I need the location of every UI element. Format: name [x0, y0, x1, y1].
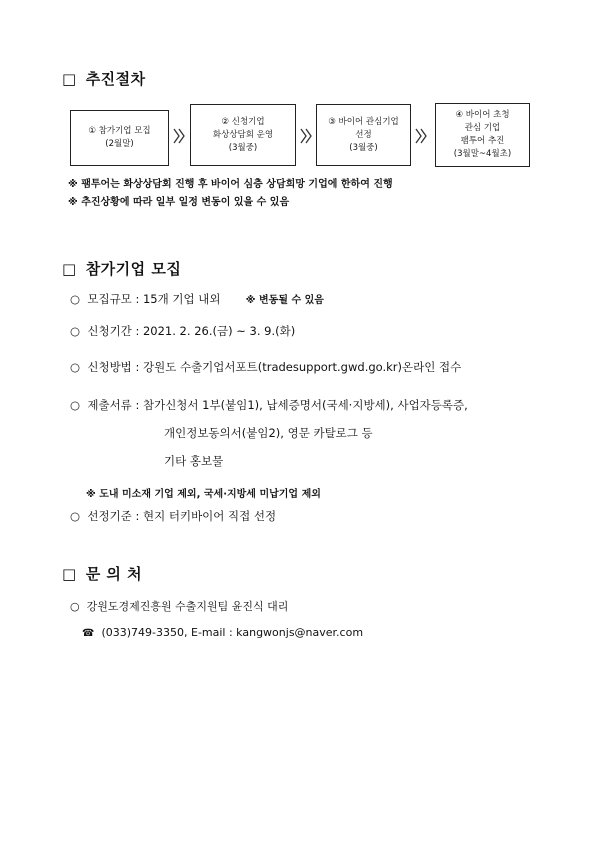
bullet: ○ — [70, 292, 81, 306]
step-line: 선정 — [355, 129, 372, 140]
section-marker: □ — [62, 70, 77, 88]
documents-line-3: 기타 홍보물 — [164, 454, 224, 468]
section-marker: □ — [62, 260, 77, 278]
step-line: ② 신청기업 — [221, 116, 265, 127]
contact-person-text: 강원도경제진흥원 수출지원팀 윤진식 대리 — [86, 600, 289, 613]
chevron-right-icon — [299, 126, 313, 146]
procedure-note-1: ※ 팸투어는 화상상담회 진행 후 바이어 심층 상담희망 기업에 한하여 진행 — [68, 179, 393, 190]
recruit-documents — [70, 397, 468, 413]
exclude-note: ※ 도내 미소재 기업 제외, 국세·지방세 미납기업 제외 — [86, 489, 321, 500]
section-recruit-title — [62, 258, 181, 279]
field-label: 신청방법 : — [87, 360, 143, 374]
step-line: (3월중) — [349, 142, 378, 153]
bullet: ○ — [70, 398, 81, 412]
field-value: 15개 기업 내외 — [142, 292, 221, 306]
field-label: 모집규모 : — [87, 292, 143, 306]
step-box-3 — [316, 104, 411, 166]
step-line: 화상상담회 운영 — [212, 129, 274, 140]
procedure-note-2: ※ 추진상황에 따라 일부 일정 변동이 있을 수 있음 — [68, 197, 290, 208]
documents-line-2: 개인정보동의서(붙임2), 영문 카탈로그 등 — [164, 426, 373, 440]
chevron-right-icon — [414, 126, 428, 146]
step-box-2 — [190, 104, 296, 166]
section-title-text: 문 의 처 — [85, 565, 143, 583]
step-line: (2월말) — [105, 139, 134, 149]
contact-person — [70, 598, 288, 614]
bullet: ○ — [70, 509, 81, 523]
recruit-criteria — [70, 508, 276, 524]
section-title-text: 추진절차 — [85, 70, 146, 88]
contact-phone-text: (033)749-3350, E-mail : kangwonjs@naver.com — [101, 626, 364, 639]
bullet: ○ — [70, 360, 81, 374]
field-label: 제출서류 : — [87, 398, 143, 412]
section-marker: □ — [62, 565, 77, 583]
step-line: 팸투어 추진 — [460, 136, 505, 146]
step-box-4 — [435, 103, 530, 167]
field-value: 2021. 2. 26.(금) ~ 3. 9.(화) — [142, 324, 296, 338]
recruit-scale — [70, 291, 324, 307]
recruit-method — [70, 359, 461, 375]
step-box-1 — [70, 110, 169, 166]
section-title-text: 참가기업 모집 — [85, 260, 182, 278]
bullet: ○ — [70, 324, 81, 338]
field-label: 신청기간 : — [87, 324, 143, 338]
field-value: 강원도 수출기업서포트(tradesupport.gwd.go.kr)온라인 접수 — [142, 360, 462, 374]
field-label: 선정기준 : — [87, 509, 143, 523]
field-value: 참가신청서 1부(붙임1), 납세증명서(국세·지방세), 사업자등록증, — [142, 398, 468, 412]
scale-note: ※ 변동될 수 있음 — [245, 295, 324, 306]
section-procedure-title — [62, 68, 146, 89]
contact-phone — [82, 626, 363, 639]
step-line: ④ 바이어 초청 — [455, 110, 510, 120]
section-contact-title — [62, 563, 142, 584]
step-line: 관심 기업 — [464, 123, 501, 133]
field-value: 현지 터키바이어 직접 선정 — [142, 509, 277, 523]
step-line: ① 참가기업 모집 — [88, 126, 151, 136]
bullet: ○ — [70, 600, 80, 613]
phone-icon: ☎ — [82, 628, 95, 639]
chevron-right-icon — [172, 126, 186, 146]
step-line: ③ 바이어 관심기업 — [328, 116, 399, 127]
step-line: (3월중) — [228, 142, 258, 153]
step-line: (3월말~4월초) — [453, 149, 512, 159]
recruit-period — [70, 323, 295, 339]
